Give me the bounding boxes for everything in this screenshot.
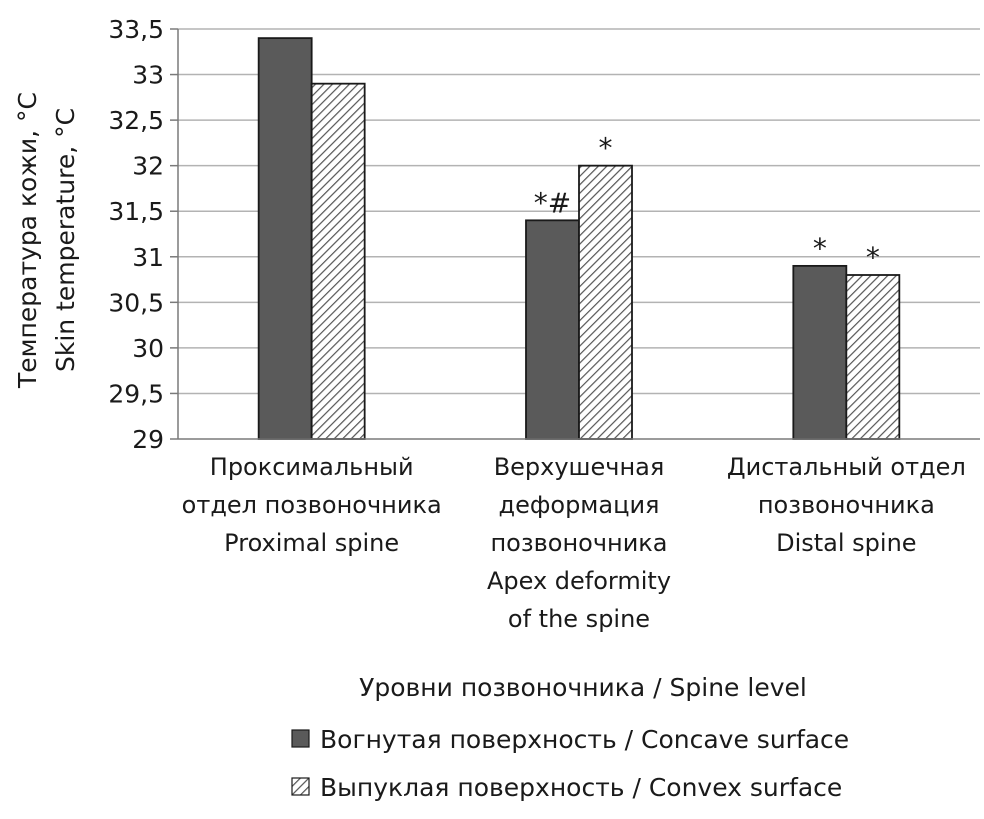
y-axis-ticks <box>108 15 178 454</box>
significance-marker: * <box>812 231 827 265</box>
x-category-label: Проксимальный <box>209 453 414 481</box>
significance-marker: * <box>598 131 613 165</box>
bar-concave <box>259 38 312 439</box>
y-tick-label: 31,5 <box>108 197 164 227</box>
y-axis-label-ru: Температура кожи, °С <box>13 92 42 388</box>
legend-label: Выпуклая поверхность / Convex surface <box>320 773 843 802</box>
x-axis-categories <box>182 453 966 633</box>
x-category-label: Верхушечная <box>493 453 665 481</box>
x-category-label: of the spine <box>507 605 651 633</box>
x-category-label: Apex deformity <box>486 567 672 595</box>
legend-swatch <box>292 730 309 747</box>
legend <box>292 725 849 802</box>
bars <box>259 38 900 439</box>
x-category-label: Дистальный отдел <box>726 453 966 481</box>
legend-swatch <box>292 778 309 795</box>
bar-convex <box>312 84 365 439</box>
y-tick-label: 30 <box>132 333 164 363</box>
y-tick-label: 32,5 <box>108 106 164 136</box>
y-tick-label: 30,5 <box>108 288 164 318</box>
x-axis-label: Уровни позвоночника / Spine level <box>359 673 807 702</box>
y-tick-label: 29,5 <box>108 379 164 409</box>
y-tick-label: 32 <box>132 151 164 181</box>
bar-concave <box>793 266 846 439</box>
y-tick-label: 31 <box>132 242 164 272</box>
bar-convex <box>579 166 632 439</box>
x-category-label: Distal spine <box>776 529 917 557</box>
significance-marker: *# <box>533 186 572 220</box>
x-category-label: деформация <box>498 491 660 519</box>
y-tick-label: 29 <box>132 425 164 454</box>
bar-convex <box>846 275 899 439</box>
x-category-label: отдел позвоночника <box>181 491 442 519</box>
y-tick-label: 33,5 <box>108 15 164 44</box>
y-tick-label: 33 <box>132 60 164 90</box>
bar-concave <box>526 220 579 439</box>
x-category-label: позвоночника <box>757 491 935 519</box>
significance-marker: * <box>865 241 880 274</box>
x-category-label: Proximal spine <box>224 529 400 557</box>
x-category-label: позвоночника <box>490 529 668 557</box>
legend-label: Вогнутая поверхность / Concave surface <box>320 725 850 754</box>
y-axis-label-en: Skin temperature, °С <box>51 107 80 373</box>
